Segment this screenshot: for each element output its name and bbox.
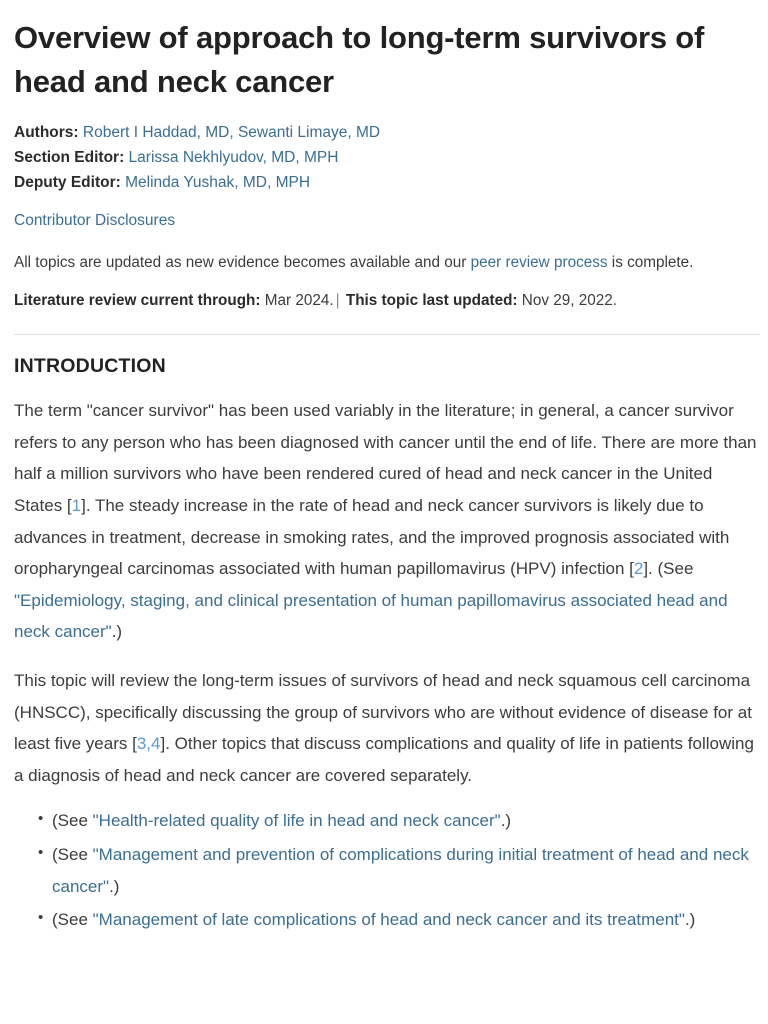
introduction-paragraph-1: [14, 395, 760, 648]
paragraph1-part2: ]. The steady increase in the rate of head and neck cancer survivors is likely due to advances in treatment, decrease in smoking rates, and the improved prognosis associated with oropharyngeal carcinomas associated with human papillomavirus (HPV) infection [: [14, 495, 730, 579]
paragraph2-part2: ]. Other topics that discuss complications and quality of life in patients following a diagnosis of head and neck cancer are covered separately.: [14, 734, 754, 785]
literature-review-label: Literature review current through:: [14, 291, 261, 309]
see-prefix: (See: [52, 845, 93, 865]
introduction-paragraph-2: [14, 665, 760, 791]
list-item: [38, 904, 760, 936]
topic-link-late-complications[interactable]: "Management of late complications of head and neck cancer and its treatment": [92, 910, 685, 930]
deputy-editor-name-link[interactable]: Melinda Yushak, MD, MPH: [125, 174, 311, 192]
citation-link-3[interactable]: 3: [136, 734, 147, 754]
section-editor-name-link[interactable]: Larissa Nekhlyudov, MD, MPH: [128, 149, 339, 167]
citation-link-2[interactable]: 2: [633, 559, 644, 579]
section-heading-introduction: INTRODUCTION: [14, 355, 166, 378]
deputy-editor-label: Deputy Editor:: [14, 174, 121, 192]
paragraph1-part4: .): [111, 622, 123, 642]
citation-link-1[interactable]: 1: [71, 495, 82, 515]
contributor-disclosures-row: [14, 209, 760, 234]
update-note-prefix: All topics are updated as new evidence becomes available and our: [14, 254, 471, 272]
last-updated-value: Nov 29, 2022.: [521, 291, 618, 309]
paragraph2-part1: This topic will review the long-term issues of survivors of head and neck squamous cell carcinoma (HNSCC), specifically discussing the group of survivors who are without evidence of disease for at least five years [: [14, 670, 752, 754]
page-title: Overview of approach to long-term survivors of head and neck cancer: [14, 20, 705, 100]
list-item: [38, 839, 760, 902]
deputy-editor-line: [14, 170, 760, 195]
see-prefix: (See: [52, 811, 93, 831]
see-prefix: (See: [52, 910, 93, 930]
paragraph1-part1: The term "cancer survivor" has been used variably in the literature; in general, a cancer survivor refers to any person who has been diagnosed with cancer until the end of life. There are more than half a million survivors who have been rendered cured of head and neck cancer in the United States [: [14, 401, 757, 515]
update-note-suffix: is complete.: [607, 254, 694, 272]
topic-link-complications-initial-treatment[interactable]: "Management and prevention of complications during initial treatment of head and neck cancer": [52, 845, 749, 896]
section-divider: [14, 334, 760, 335]
literature-review-line: [14, 289, 760, 313]
see-suffix: .): [500, 811, 512, 831]
byline-block: [14, 120, 760, 195]
literature-review-value: Mar 2024.: [264, 291, 334, 309]
peer-review-process-link[interactable]: peer review process: [470, 254, 608, 272]
literature-review-divider: |: [335, 291, 340, 309]
citation-link-4[interactable]: 4: [151, 734, 161, 754]
topic-link-quality-of-life[interactable]: "Health-related quality of life in head and neck cancer": [92, 811, 501, 831]
authors-line: [14, 120, 760, 145]
authors-label: Authors:: [14, 124, 79, 142]
list-item: [38, 805, 760, 837]
contributor-disclosures-link[interactable]: Contributor Disclosures: [14, 212, 176, 230]
topic-link-hpv-epidemiology[interactable]: "Epidemiology, staging, and clinical presentation of human papillomavirus associated head and neck cancer": [14, 590, 728, 642]
see-suffix: .): [684, 910, 696, 930]
section-editor-label: Section Editor:: [14, 149, 125, 167]
citation-separator: ,: [146, 734, 152, 754]
see-suffix: .): [109, 876, 120, 896]
last-updated-label: This topic last updated:: [345, 291, 518, 309]
see-also-list: [14, 805, 760, 935]
update-note: [14, 251, 760, 275]
paragraph1-part3: ]. (See: [643, 559, 694, 579]
authors-names-link[interactable]: Robert I Haddad, MD, Sewanti Limaye, MD: [82, 124, 381, 142]
section-editor-line: [14, 145, 760, 170]
